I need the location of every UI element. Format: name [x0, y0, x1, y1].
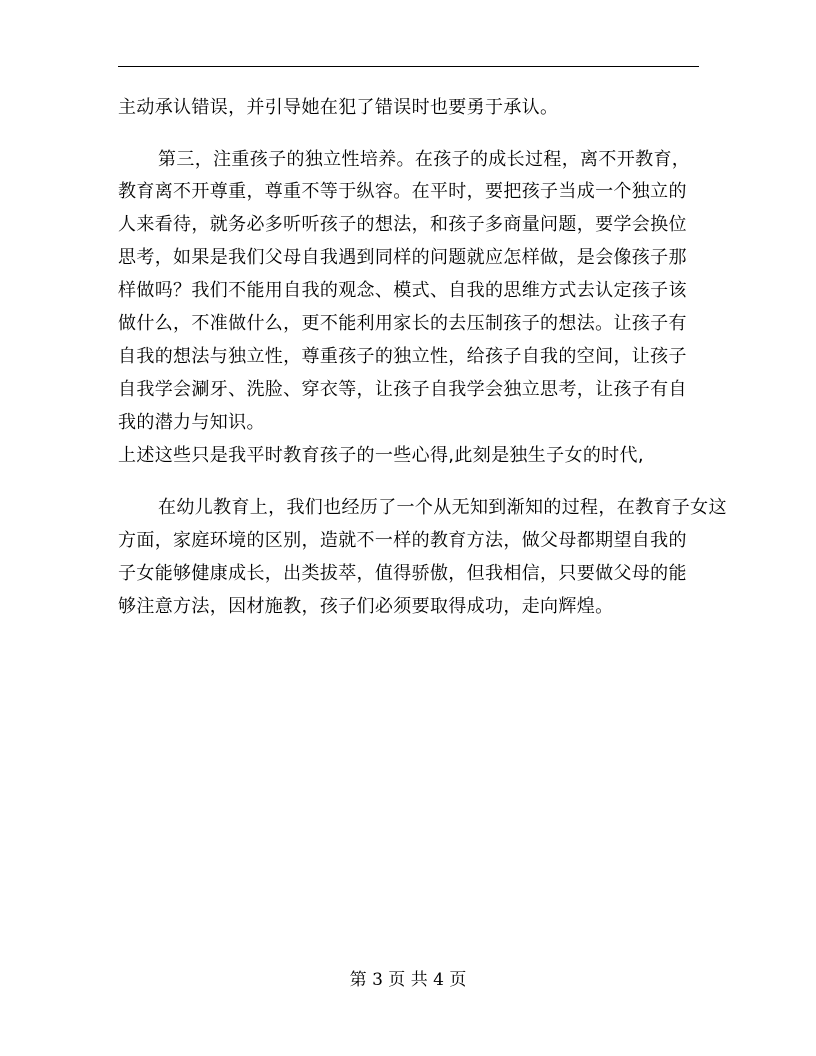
text-line: 够注意方法，因材施教，孩子们必须要取得成功，走向辉煌。: [118, 596, 614, 617]
text-line: 教育离不开尊重，尊重不等于纵容。在平时，要把孩子当成一个独立的: [118, 181, 687, 202]
paragraph-first-line: 第三，注重孩子的独立性培养。在孩子的成长过程，离不开教育，: [158, 149, 691, 170]
text-line: 自我的想法与独立性，尊重孩子的独立性，给孩子自我的空间，让孩子: [118, 346, 687, 367]
text-line: 自我学会涮牙、洗脸、穿衣等，让孩子自我学会独立思考，让孩子有自: [118, 379, 687, 400]
text-line: 我的潜力与知识。: [118, 412, 265, 433]
text-line: 上述这些只是我平时教育孩子的一些心得,此刻是独生子女的时代,: [118, 445, 644, 466]
text-line: 主动承认错误，并引导她在犯了错误时也要勇于承认。: [118, 97, 559, 118]
header-rule: [118, 66, 699, 67]
text-line: 做什么，不准做什么，更不能利用家长的去压制孩子的想法。让孩子有: [118, 313, 687, 334]
text-line: 人来看待，就务必多听听孩子的想法，和孩子多商量问题，要学会换位: [118, 214, 687, 235]
text-line: 方面，家庭环境的区别，造就不一样的教育方法，做父母都期望自我的: [118, 530, 687, 551]
text-line: 思考，如果是我们父母自我遇到同样的问题就应怎样做，是会像孩子那: [118, 247, 687, 268]
paragraph-first-line: 在幼儿教育上，我们也经历了一个从无知到渐知的过程，在教育子女这: [158, 497, 727, 518]
text-line: 样做吗？我们不能用自我的观念、模式、自我的思维方式去认定孩子该: [118, 280, 687, 301]
page-number: 第 3 页 共 4 页: [349, 970, 467, 990]
text-line: 子女能够健康成长，出类拔萃，值得骄傲，但我相信，只要做父母的能: [118, 563, 687, 584]
